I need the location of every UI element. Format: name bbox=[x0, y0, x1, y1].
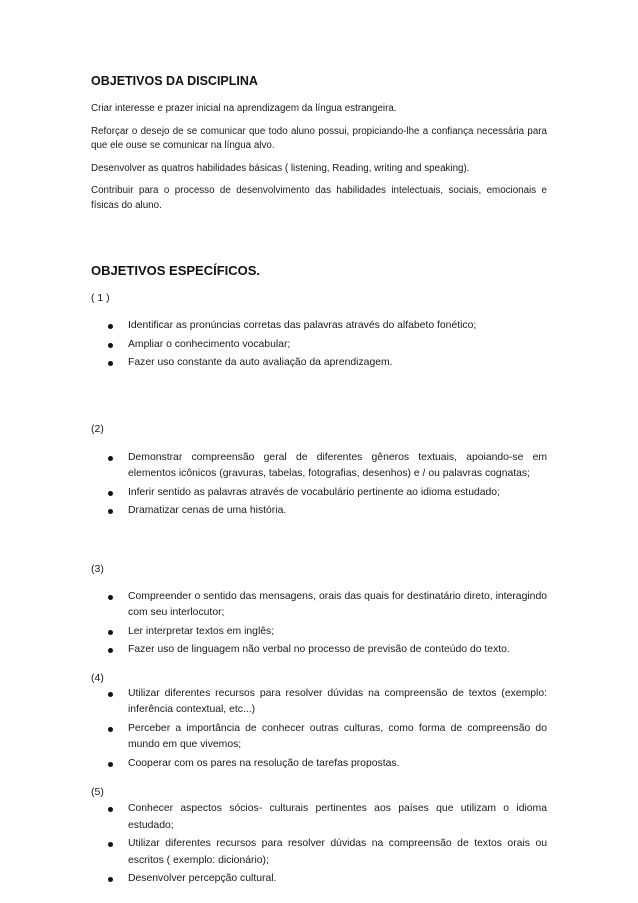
list-item: Cooperar com os pares na resolução de tarefas propostas. bbox=[91, 756, 547, 773]
general-objective-paragraph: Desenvolver as quatros habilidades básicas ( listening, Reading, writing and speaking). bbox=[91, 162, 470, 174]
bullet-icon bbox=[108, 762, 113, 767]
bullet-icon bbox=[108, 456, 113, 461]
list-item: Identificar as pronúncias corretas das palavras através do alfabeto fonético; bbox=[91, 318, 547, 335]
bullet-icon bbox=[108, 509, 113, 514]
bullet-icon bbox=[108, 807, 113, 812]
group-label-3: (3) bbox=[91, 562, 104, 575]
list-item: Ler interpretar textos em inglês; bbox=[91, 624, 547, 641]
list-item: Demonstrar compreensão geral de diferentes gêneros textuais, apoiando-se em elementos icônicos (gravuras, tabelas, fotografias, desenhos) e / ou palavras cognatas; bbox=[91, 450, 547, 483]
bullet-icon bbox=[108, 727, 113, 732]
bullet-icon bbox=[108, 842, 113, 847]
group-5-list bbox=[91, 801, 547, 888]
list-item: Perceber a importância de conhecer outras culturas, como forma de compreensão do mundo em que vivemos; bbox=[91, 721, 547, 754]
general-objective-paragraph: Criar interesse e prazer inicial na aprendizagem da língua estrangeira. bbox=[91, 103, 397, 114]
list-item: Ampliar o conhecimento vocabular; bbox=[91, 337, 547, 354]
document-content bbox=[91, 64, 547, 890]
list-item: Compreender o sentido das mensagens, orais das quais for destinatário direto, interagindo com seu interlocutor; bbox=[91, 589, 547, 622]
list-item: Dramatizar cenas de uma história. bbox=[91, 503, 547, 520]
bullet-icon bbox=[108, 361, 113, 366]
bullet-icon bbox=[108, 692, 113, 697]
list-item: Inferir sentido as palavras através de vocabulário pertinente ao idioma estudado; bbox=[91, 485, 547, 502]
group-4-list bbox=[91, 686, 547, 773]
bullet-icon bbox=[108, 595, 113, 600]
group-3-list bbox=[91, 589, 547, 659]
bullet-icon bbox=[108, 877, 113, 882]
bullet-icon bbox=[108, 648, 113, 653]
list-item: Utilizar diferentes recursos para resolver dúvidas na compreensão de textos (exemplo: inferência contextual, etc...) bbox=[91, 686, 547, 719]
bullet-icon bbox=[108, 324, 113, 329]
group-1-list bbox=[91, 318, 547, 372]
list-item: Desenvolver percepção cultural. bbox=[91, 871, 547, 888]
group-label-5: (5) bbox=[91, 786, 104, 798]
list-item: Conhecer aspectos sócios- culturais pertinentes aos países que utilizam o idioma estudado; bbox=[91, 801, 547, 834]
general-objective-paragraph: Contribuir para o processo de desenvolvimento das habilidades intelectuais, sociais, emocionais e físicas do aluno. bbox=[91, 185, 547, 211]
bullet-icon bbox=[108, 630, 113, 635]
general-objective-paragraph: Reforçar o desejo de se comunicar que todo aluno possui, propiciando-lhe a confiança necessária para que ele ouse se comunicar na língua alvo. bbox=[91, 125, 547, 151]
bullet-icon bbox=[108, 491, 113, 496]
list-item: Fazer uso constante da auto avaliação da aprendizagem. bbox=[91, 355, 547, 372]
specific-objectives-heading: OBJETIVOS ESPECÍFICOS. bbox=[91, 263, 261, 278]
list-item: Utilizar diferentes recursos para resolver dúvidas na compreensão de textos orais ou escritos ( exemplo: dicionário); bbox=[91, 836, 547, 869]
group-2-list bbox=[91, 450, 547, 520]
general-objectives-heading: OBJETIVOS DA DISCIPLINA bbox=[91, 74, 258, 88]
group-label-2: (2) bbox=[91, 422, 104, 435]
group-label-1: ( 1 ) bbox=[91, 292, 110, 304]
bullet-icon bbox=[108, 343, 113, 348]
list-item: Fazer uso de linguagem não verbal no processo de previsão de conteúdo do texto. bbox=[91, 642, 547, 659]
group-label-4: (4) bbox=[91, 671, 104, 684]
